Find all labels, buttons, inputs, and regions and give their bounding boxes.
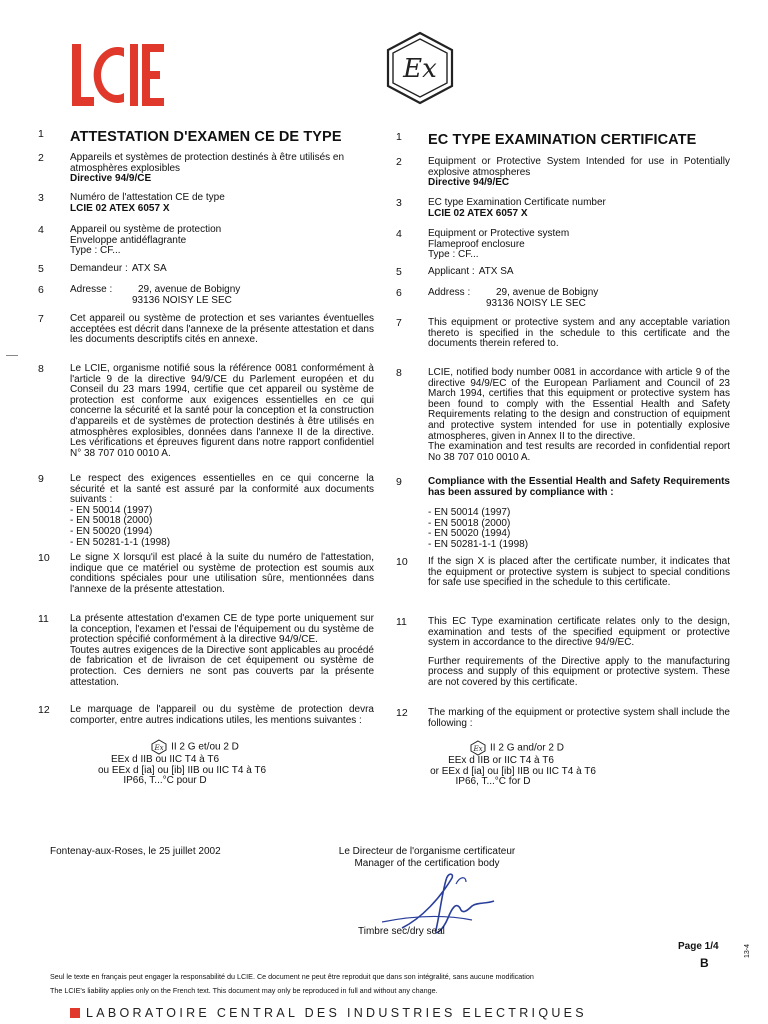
- en-applicant-value: ATX SA: [478, 266, 514, 277]
- fr-title: ATTESTATION D'EXAMEN CE DE TYPE: [70, 129, 342, 145]
- list-item: - EN 50281-1-1 (1998): [428, 538, 529, 550]
- list-item: - EN 50020 (1994): [70, 525, 153, 537]
- list-item: - EN 50014 (1997): [70, 504, 153, 516]
- item-number: 12: [396, 707, 408, 719]
- ex-small-icon: [151, 739, 167, 755]
- en-title: EC TYPE EXAMINATION CERTIFICATE: [428, 132, 697, 148]
- margin-tick: [6, 355, 18, 356]
- en-address-street: 29, avenue de Bobigny: [496, 287, 599, 298]
- en-equipment-intent: Equipment or Protective System Intended for use in Potentially explosive atmospheres: [428, 156, 730, 178]
- item-number: 7: [396, 317, 402, 329]
- en-section-8b: The examination and test results are recorded in confidential report No 38 707 010 0010 A.: [428, 441, 730, 463]
- item-number: 3: [396, 197, 402, 209]
- item-number: 9: [38, 473, 44, 485]
- item-number: 11: [38, 613, 49, 625]
- item-number: 7: [38, 313, 44, 325]
- item-number: 8: [38, 363, 44, 375]
- en-marking-block: [408, 740, 618, 788]
- item-number: 2: [38, 152, 44, 164]
- en-marking-line: or EEx d [ia] ou [ib] IIB ou IIC T4 à T6: [430, 765, 596, 777]
- fr-section-11a: La présente attestation d'examen CE de type porte uniquement sur la conception, l'examen et l'essai de l'équipement ou du système de protection spécifié conformément à la directive 94/9/CE.: [70, 613, 374, 646]
- side-code: 13-4: [744, 943, 751, 958]
- en-section-10: If the sign X is placed after the certificate number, it indicates that the equipment or protective system is subject to special conditions for safe use specified in the schedule to this certificate.: [428, 556, 730, 589]
- fr-equipment-intent: Appareils et systèmes de protection destinés à être utilisés en atmosphères explosibles: [70, 152, 345, 174]
- fr-section-11b: Toutes autres exigences de la Directive sont applicables au procédé de fabrication et de livraison de cet équipement ou système de protection. Ces derniers ne sont pas couverts par la présente attestation.: [70, 644, 374, 688]
- list-item: - EN 50018 (2000): [70, 515, 153, 527]
- fr-section-8: Le LCIE, organisme notifié sous la référence 0081 conformément à l'article 9 de la directive 94/9/CE du Parlement européen et du Conseil du 23 mars 1994, certifie que cet appareil ou système de protection est conforme aux exigences essentielles en ce qui concerne la sécurité et la santé pour la conception et la construction d'appareils et de systèmes de protection destinés à être utilisés en atmosphères explosibles, données dans l'annexe II de la directive. Les vérifications et épreuves figurent dans notre rapport confidentiel N° 38 707 010 0010 A.: [70, 363, 374, 459]
- fr-standards-list: [70, 506, 374, 548]
- en-section-8a: LCIE, notified body number 0081 in accordance with article 9 of the directive 94/9/EC of the European Parliament and Council of 23 March 1994, certifies that this equipment or protective system has been found to comply with the Essential Health and Safety Requirements relating to the design and construction of equipment and protective system intended for use in potentially explosive atmospheres, given in Annex II to the directive.: [428, 367, 730, 442]
- item-number: 11: [396, 616, 407, 628]
- en-equipment-label: Equipment or Protective system: [428, 228, 570, 239]
- fr-marking-line: IP66, T...°C pour D: [123, 775, 207, 787]
- en-marking-line: IP66, T...°C for D: [455, 776, 531, 788]
- fr-type: Type : CF...: [70, 245, 121, 257]
- en-applicant-label: Applicant :: [428, 266, 475, 277]
- item-number: 10: [38, 552, 50, 564]
- en-marking-line: EEx d IIB or IIC T4 à T6: [448, 755, 554, 766]
- item-number: 10: [396, 556, 408, 568]
- fr-section-7: Cet appareil ou système de protection et ses variantes éventuelles acceptées est décrit dans l'annexe de la présente attestation et dans les documents descriptifs cités en annexe.: [70, 313, 374, 346]
- en-enclosure: Flameproof enclosure: [428, 238, 525, 250]
- en-cert-number: LCIE 02 ATEX 6057 X: [428, 207, 528, 219]
- fr-marking-block: [52, 739, 312, 787]
- en-section-7: This equipment or protective system and any acceptable variation thereto is specified in the schedule to this certificate and the documents therein refered to.: [428, 317, 730, 350]
- fr-marking-line: ou EEx d [ia] ou [ib] IIB ou IIC T4 à T6: [97, 764, 267, 776]
- item-number: 5: [38, 263, 44, 275]
- list-item: - EN 50014 (1997): [428, 507, 511, 519]
- item-number: 8: [396, 367, 402, 379]
- item-number: 5: [396, 266, 402, 278]
- fr-cert-number: LCIE 02 ATEX 6057 X: [70, 202, 170, 214]
- item-number: 4: [38, 224, 44, 236]
- director-en: Manager of the certification body: [354, 858, 500, 869]
- en-section-12: The marking of the equipment or protective system shall include the following :: [428, 707, 730, 729]
- en-directive: Directive 94/9/EC: [428, 177, 510, 189]
- page-number: Page 1/4: [678, 941, 719, 952]
- en-standards-list: [428, 508, 730, 550]
- svg-text:Ex: Ex: [473, 745, 483, 753]
- item-number: 2: [396, 156, 402, 168]
- dry-seal-label: Timbre sec/dry seal: [358, 926, 445, 937]
- fr-enclosure: Enveloppe antidéflagrante: [70, 234, 187, 246]
- fr-address-street: 29, avenue de Bobigny: [138, 284, 241, 295]
- fr-equipment-label: Appareil ou système de protection: [70, 224, 222, 235]
- item-number: 12: [38, 704, 50, 716]
- ex-symbol-text: Ex: [403, 54, 437, 84]
- en-address-label: Address :: [428, 287, 471, 298]
- place-date: Fontenay-aux-Roses, le 25 juillet 2002: [50, 846, 221, 857]
- director-signature-block: [312, 846, 542, 870]
- list-item: - EN 50281-1-1 (1998): [70, 536, 171, 548]
- en-section-9: Compliance with the Essential Health and Safety Requirements has been assured by compliance with :: [428, 476, 730, 498]
- item-number: 4: [396, 228, 402, 240]
- svg-text:Ex: Ex: [154, 744, 164, 752]
- list-item: - EN 50020 (1994): [428, 528, 511, 540]
- director-fr: Le Directeur de l'organisme certificateur: [338, 846, 516, 857]
- item-number: 6: [38, 284, 44, 296]
- fr-marking-line: II 2 G et/ou 2 D: [171, 741, 239, 753]
- lab-red-square: [70, 1008, 80, 1018]
- french-column: [38, 0, 374, 1024]
- fr-section-9: Le respect des exigences essentielles en ce qui concerne la sécurité et la santé est assuré par la conformité aux documents suivants :: [70, 473, 374, 506]
- fr-applicant-label: Demandeur :: [70, 263, 128, 274]
- en-section-11b: Further requirements of the Directive apply to the manufacturing process and supply of this equipment or protective system. These are not covered by this certificate.: [428, 655, 730, 688]
- fr-section-10: Le signe X lorsqu'il est placé à la suite du numéro de l'attestation, indique que ce matériel ou système de protection est soumis aux conditions spéciales pour une utilisation sûre, mentionnées dans l'annexe de la présente attestation.: [70, 552, 374, 595]
- revision-letter: B: [700, 956, 709, 970]
- en-section-11a: This EC Type examination certificate relates only to the design, examination and tests of the specified equipment or protective system in accordance to the directive 94/9/EC.: [428, 616, 730, 649]
- fr-address-label: Adresse :: [70, 284, 113, 295]
- disclaimer-en: The LCIE's liability applies only on the French text. This document may only be reproduced in full and without any change.: [50, 986, 438, 995]
- fr-section-12: Le marquage de l'appareil ou du système de protection devra comporter, entre autres indications utiles, les mentions suivantes :: [70, 704, 374, 726]
- fr-address-city: 93136 NOISY LE SEC: [132, 294, 232, 306]
- fr-cert-number-label: Numéro de l'attestation CE de type: [70, 192, 225, 203]
- fr-directive: Directive 94/9/CE: [70, 173, 152, 185]
- item-number: 3: [38, 192, 44, 204]
- ex-small-icon: [470, 740, 486, 756]
- en-type: Type : CF...: [428, 249, 479, 261]
- list-item: - EN 50018 (2000): [428, 517, 511, 529]
- en-cert-number-label: EC type Examination Certificate number: [428, 197, 606, 208]
- item-number: 9: [396, 476, 402, 488]
- en-marking-line: II 2 G and/or 2 D: [490, 742, 564, 754]
- laboratory-name: LABORATOIRE CENTRAL DES INDUSTRIES ELECTRIQUES: [86, 1006, 587, 1020]
- item-number: 1: [38, 128, 44, 140]
- item-number: 6: [396, 287, 402, 299]
- fr-marking-line: EEx d IIB ou IIC T4 à T6: [110, 754, 220, 765]
- disclaimer-fr: Seul le texte en français peut engager la responsabilité du LCIE. Ce document ne peut être reproduit que dans son intégralité, sans aucune modification: [50, 972, 534, 981]
- en-address-city: 93136 NOISY LE SEC: [486, 297, 586, 309]
- fr-applicant-value: ATX SA: [131, 263, 167, 274]
- item-number: 1: [396, 131, 402, 143]
